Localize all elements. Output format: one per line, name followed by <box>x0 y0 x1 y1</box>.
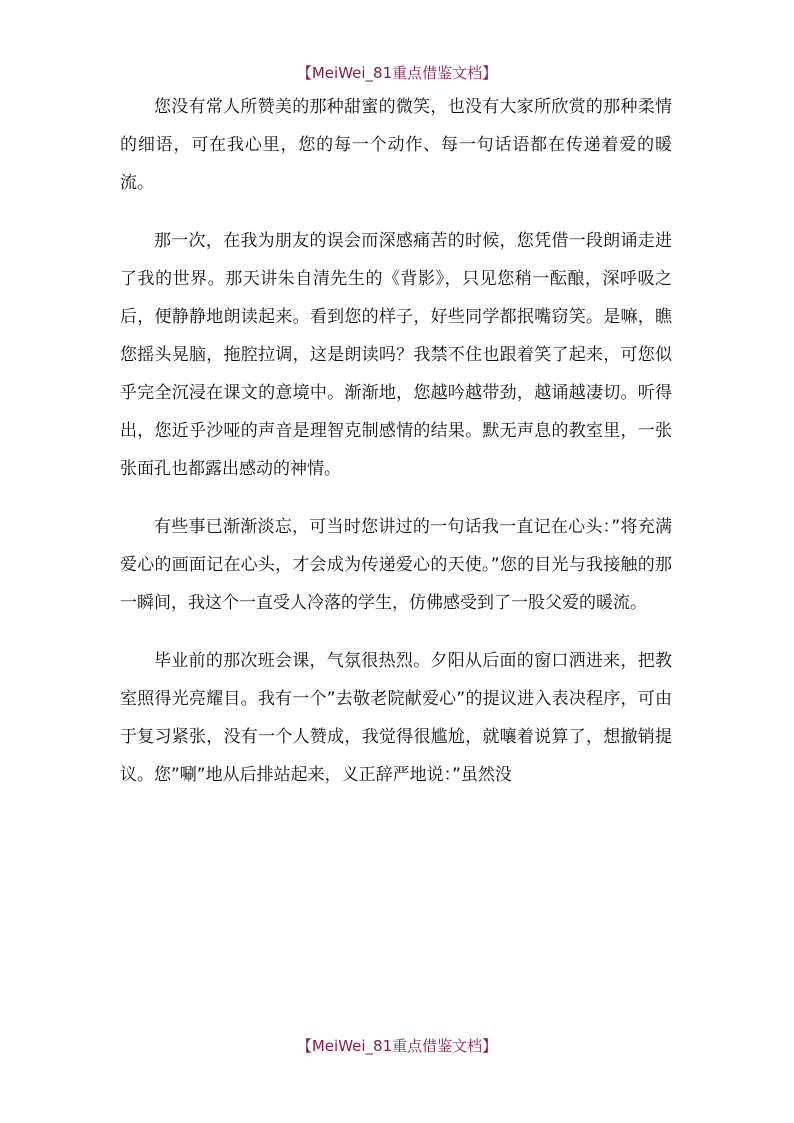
document-body <box>120 88 672 814</box>
header-banner: 【MeiWei_81重点借鉴文档】 <box>296 64 498 82</box>
paragraph: 毕业前的那次班会课，气氛很热烈。夕阳从后面的窗口洒进来，把教室照得光亮耀目。我有一个”去敬老院献爱心”的提议进入表决程序，可由于复习紧张，没有一个人赞成，我觉得很尴尬，就嚷着说算了，想撤销提议。您”唰”地从后排站起来，义正辞严地说：”虽然没 <box>120 651 672 785</box>
paragraph: 那一次，在我为朋友的误会而深感痛苦的时候，您凭借一段朗诵走进了我的世界。那天讲朱自清先生的《背影》，只见您稍一酝酿，深呼吸之后，便静静地朗读起来。看到您的样子，好些同学都抿嘴窃笑。是嘛，瞧您摇头晃脑，拖腔拉调，这是朗读吗？我禁不住也跟着笑了起来，可您似乎完全沉浸在课文的意境中。渐渐地，您越吟越带劲，越诵越凄切。听得出，您近乎沙哑的声音是理智克制感情的结果。默无声息的教室里，一张张面孔也都露出感动的神情。 <box>120 231 672 479</box>
paragraph: 您没有常人所赞美的那种甜蜜的微笑，也没有大家所欣赏的那种柔情的细语，可在我心里，您的每一个动作、每一句话语都在传递着爱的暖流。 <box>120 97 672 193</box>
footer-banner: 【MeiWei_81重点借鉴文档】 <box>296 1037 498 1055</box>
paragraph: 有些事已渐渐淡忘，可当时您讲过的一句话我一直记在心头：”将充满爱心的画面记在心头，才会成为传递爱心的天使。”您的目光与我接触的那一瞬间，我这个一直受人冷落的学生，仿佛感受到了一股父爱的暖流。 <box>120 517 672 613</box>
